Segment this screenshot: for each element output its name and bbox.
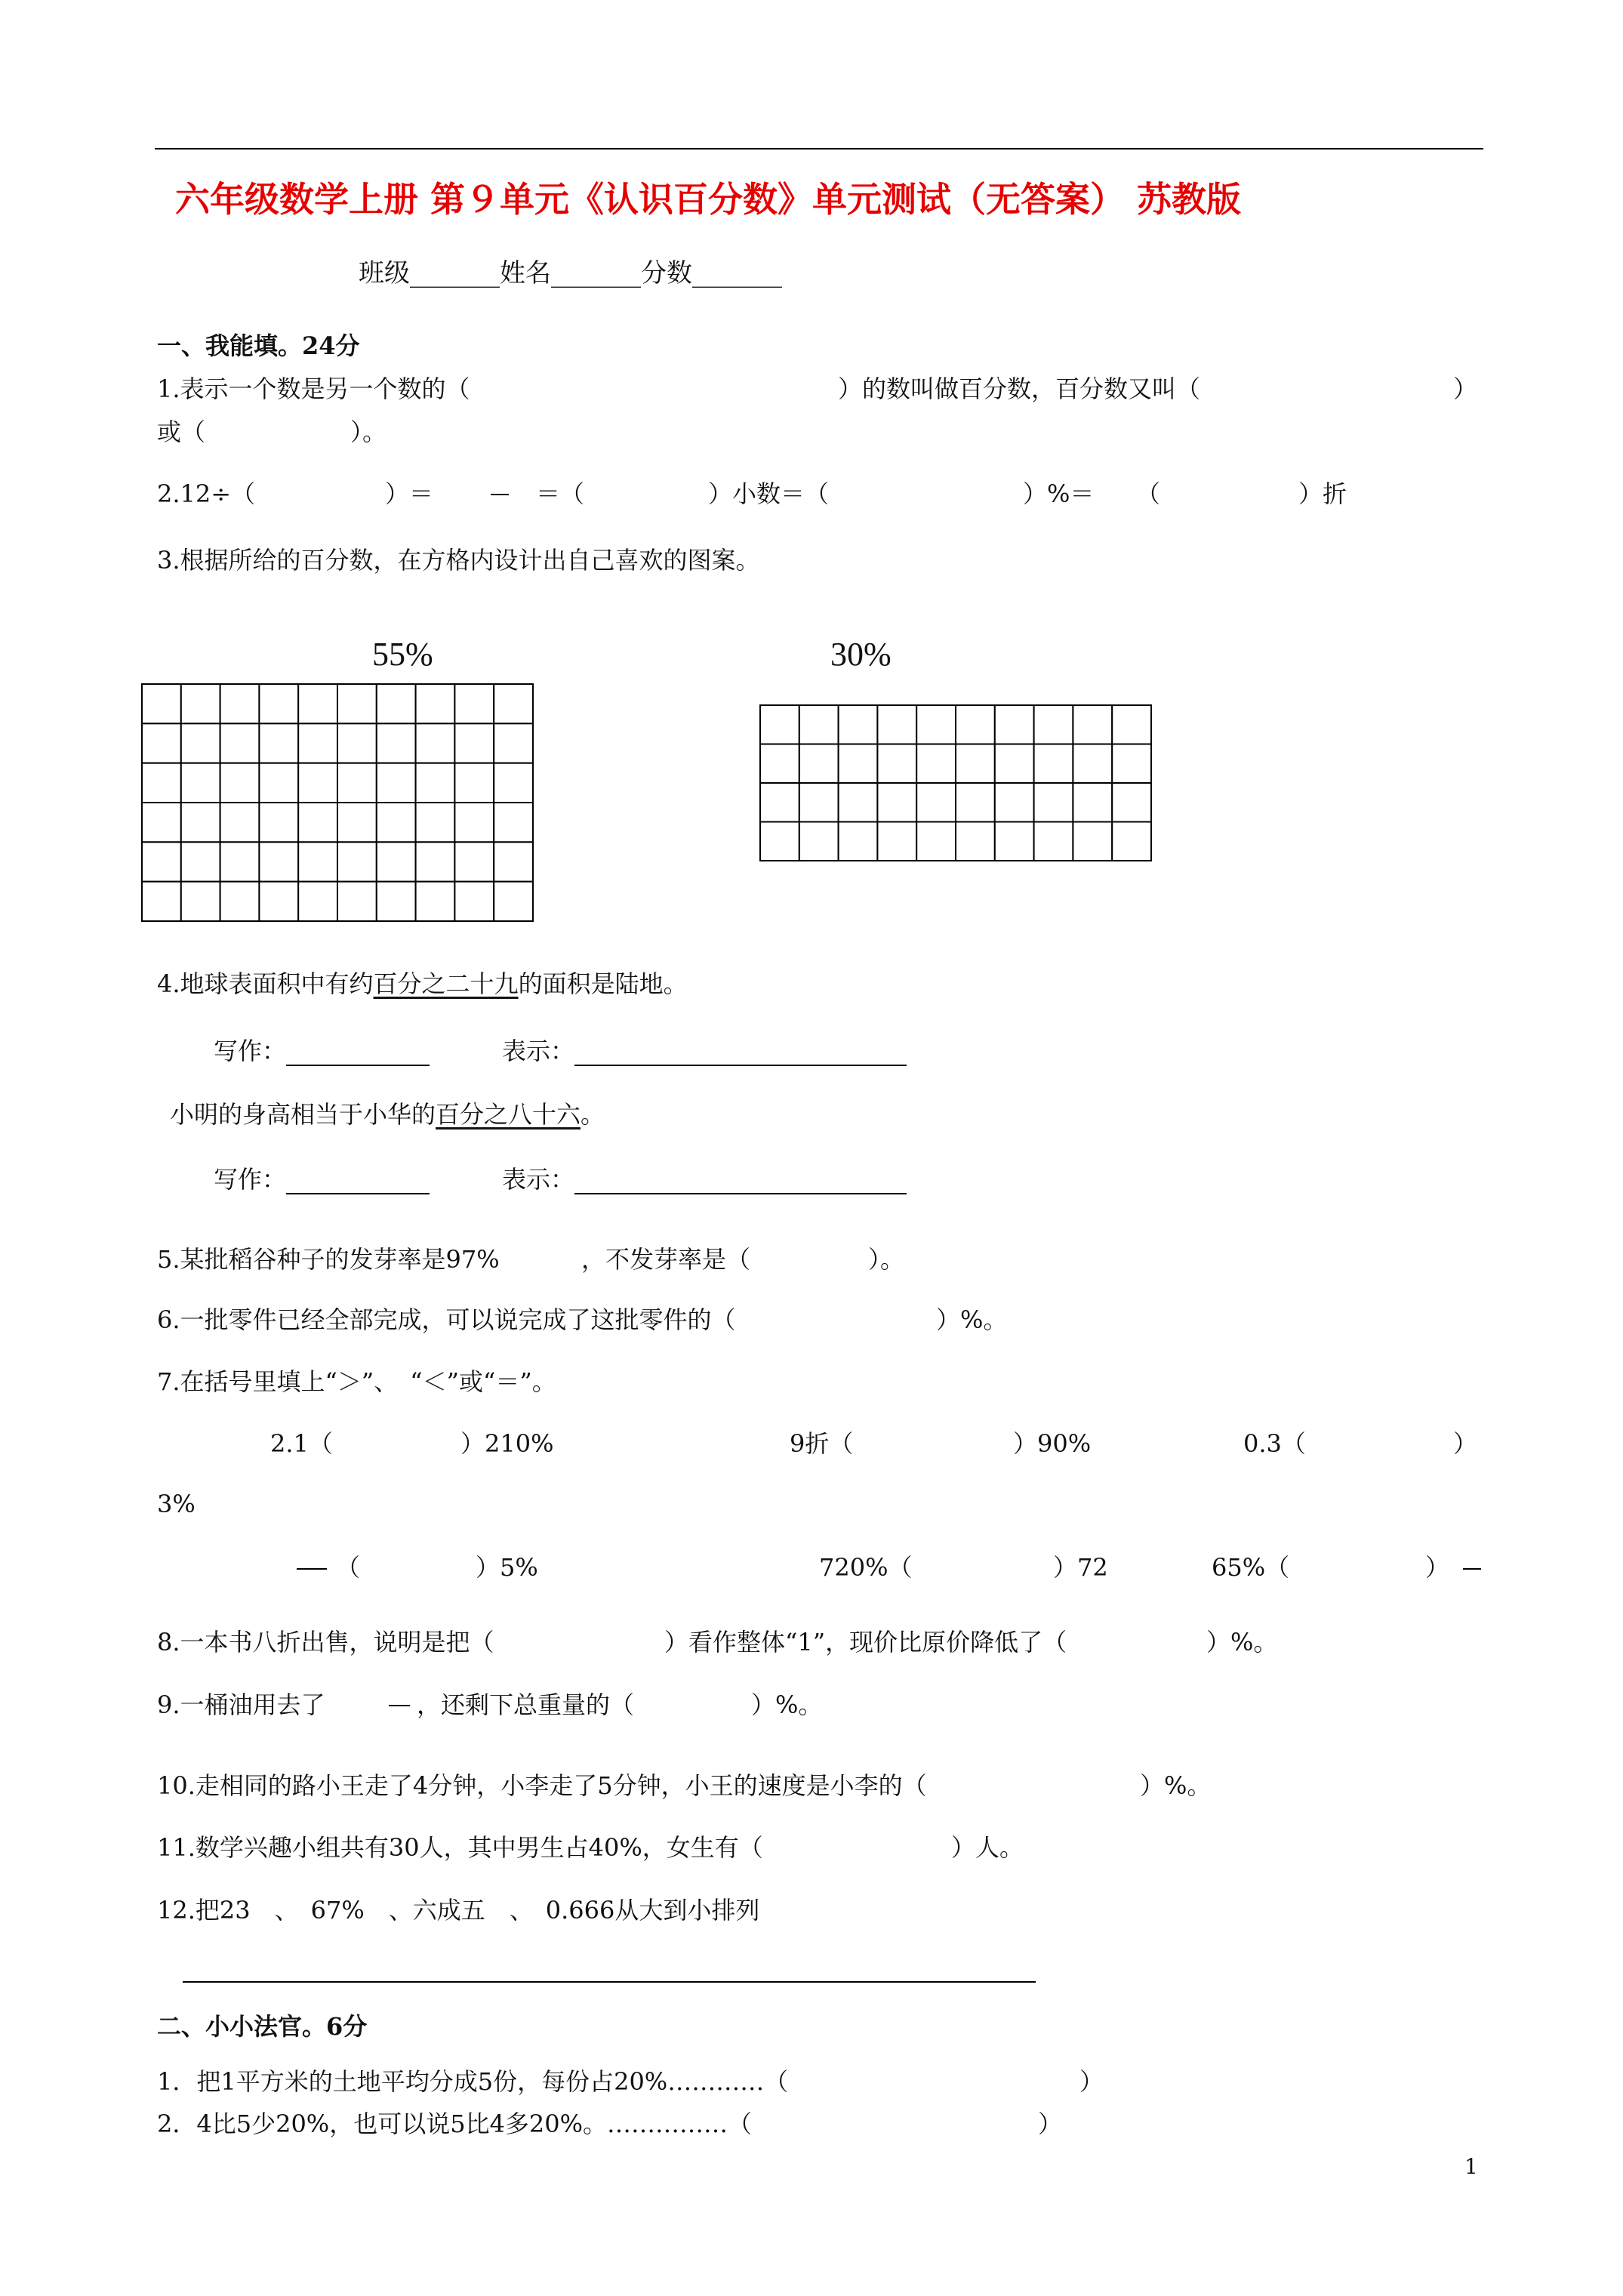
- q7-r2-end-fraction-bar: [1463, 1568, 1481, 1570]
- grid-cell[interactable]: [220, 882, 260, 921]
- grid-cell[interactable]: [181, 723, 220, 763]
- grid-cell[interactable]: [142, 842, 181, 881]
- q7-r1-c1: 0.3（: [1243, 1429, 1306, 1458]
- grid-cell[interactable]: [454, 882, 494, 921]
- express-blank-2[interactable]: [574, 1170, 907, 1194]
- q9-a: 9.一桶油用去了: [157, 1690, 325, 1719]
- grid-cell[interactable]: [1034, 822, 1073, 861]
- grid-cell[interactable]: [298, 763, 337, 803]
- write-label-2: 写作：: [214, 1165, 287, 1194]
- grid-cell[interactable]: [337, 684, 377, 723]
- grid-cell[interactable]: [298, 803, 337, 842]
- q4-text-b: 的面积是陆地。: [518, 969, 688, 998]
- q7-r1-b2: ）90%: [1013, 1429, 1092, 1458]
- grid-cell[interactable]: [1073, 705, 1112, 744]
- grid-cell[interactable]: [298, 842, 337, 881]
- grid-cell[interactable]: [494, 842, 533, 881]
- grid-cell[interactable]: [454, 684, 494, 723]
- grid-cell[interactable]: [377, 803, 416, 842]
- grid-55-percent[interactable]: [141, 683, 534, 922]
- q7-r2-b1: 720%（: [819, 1553, 913, 1582]
- q1-line1-a: 1.表示一个数是另一个数的（: [157, 374, 470, 403]
- grid-cell[interactable]: [220, 723, 260, 763]
- grid-cell[interactable]: [799, 744, 839, 784]
- q9-b: ，还剩下总重量的（: [417, 1690, 635, 1719]
- write-blank-1[interactable]: [286, 1042, 430, 1066]
- q7-r1-a1: 2.1（: [270, 1429, 333, 1458]
- q2-b: ）＝: [385, 479, 434, 508]
- q7-instruction: 7.在括号里填上“＞”、 “＜”或“＝”。: [157, 1367, 556, 1396]
- grid-cell[interactable]: [1112, 705, 1151, 744]
- q10-b: ）%。: [1140, 1771, 1212, 1800]
- s2-q1-a: 1．把1平方米的土地平均分成5份，每份占20%…………（: [157, 2067, 789, 2096]
- q7-r2-a2: ）5%: [476, 1553, 538, 1582]
- q7-r1-c2: ）: [1453, 1429, 1478, 1458]
- q4-text-a: 4.地球表面积中有约: [157, 969, 374, 998]
- q7-r2-b2: ）72: [1053, 1553, 1108, 1582]
- express-blank-1[interactable]: [574, 1042, 907, 1066]
- section1-heading: 一、我能填。24分: [157, 331, 360, 360]
- grid-cell[interactable]: [1034, 705, 1073, 744]
- grid-cell[interactable]: [1073, 783, 1112, 822]
- q7-r2-c1: 65%（: [1212, 1553, 1290, 1582]
- grid-cell[interactable]: [337, 803, 377, 842]
- page-title: 六年级数学上册 第９单元《认识百分数》单元测试（无答案） 苏教版: [175, 179, 1242, 220]
- q4-second-text-b: 。: [581, 1100, 605, 1129]
- grid-cell[interactable]: [877, 822, 916, 861]
- grid-cell[interactable]: [181, 684, 220, 723]
- grid-cell[interactable]: [416, 684, 455, 723]
- grid-cell[interactable]: [377, 723, 416, 763]
- grid-cell[interactable]: [416, 723, 455, 763]
- grid-cell[interactable]: [1073, 822, 1112, 861]
- express-label-2: 表示：: [502, 1165, 575, 1194]
- grid-cell[interactable]: [259, 763, 298, 803]
- grid-cell[interactable]: [220, 763, 260, 803]
- q5-c: ）。: [868, 1245, 905, 1274]
- q7-r1-c3: 3%: [157, 1490, 196, 1518]
- grid-cell[interactable]: [259, 882, 298, 921]
- q4-write-row-2: [214, 1164, 430, 1194]
- grid-cell[interactable]: [181, 803, 220, 842]
- grid-cell[interactable]: [259, 842, 298, 881]
- grid-cell[interactable]: [1034, 783, 1073, 822]
- s2-q2-b: ）: [1038, 2110, 1063, 2138]
- q4-line: [157, 969, 688, 999]
- grid-cell[interactable]: [760, 783, 799, 822]
- q8-c: ）%。: [1206, 1628, 1278, 1657]
- q9-c: ）%。: [751, 1690, 823, 1719]
- q12-answer-line[interactable]: [183, 1981, 1036, 1983]
- q8-b: ）看作整体“1”，现价比原价降低了（: [664, 1628, 1067, 1657]
- grid-cell[interactable]: [494, 882, 533, 921]
- grid-cell[interactable]: [142, 723, 181, 763]
- grid-cell[interactable]: [839, 822, 878, 861]
- grid-cell[interactable]: [956, 822, 995, 861]
- q6-b: ）%。: [936, 1305, 1008, 1334]
- q10-a: 10.走相同的路小王走了4分钟，小李走了5分钟，小王的速度是小李的（: [157, 1771, 927, 1800]
- grid-cell[interactable]: [337, 842, 377, 881]
- grid-cell[interactable]: [916, 822, 956, 861]
- grid-cell[interactable]: [220, 842, 260, 881]
- grid-cell[interactable]: [454, 842, 494, 881]
- grid-cell[interactable]: [494, 684, 533, 723]
- q7-r1-b1: 9折（: [790, 1429, 854, 1458]
- grid-cell[interactable]: [416, 763, 455, 803]
- q1-line1-c: ）: [1453, 374, 1478, 403]
- q2-e: ）%＝: [1023, 479, 1095, 508]
- grid-cell[interactable]: [181, 763, 220, 803]
- grid-cell[interactable]: [877, 744, 916, 784]
- write-blank-2[interactable]: [286, 1170, 430, 1194]
- grid-cell[interactable]: [799, 822, 839, 861]
- grid-cell[interactable]: [877, 783, 916, 822]
- q2-d: ）小数＝（: [708, 479, 830, 508]
- grid-cell[interactable]: [298, 723, 337, 763]
- grid-cell[interactable]: [799, 705, 839, 744]
- grid-cell[interactable]: [181, 882, 220, 921]
- q2-f: （: [1136, 479, 1161, 508]
- grid-cell[interactable]: [995, 744, 1034, 784]
- grid-cell[interactable]: [142, 684, 181, 723]
- grid-30-percent[interactable]: [759, 704, 1152, 861]
- q1-line1-b: ）的数叫做百分数，百分数又叫（: [838, 374, 1201, 403]
- grid-cell[interactable]: [259, 803, 298, 842]
- q11-b: ）人。: [951, 1833, 1024, 1862]
- q7-r1-a2: ）210%: [460, 1429, 554, 1458]
- grid-cell[interactable]: [956, 744, 995, 784]
- q4-second-line: [170, 1099, 605, 1130]
- grid-cell[interactable]: [956, 705, 995, 744]
- q8-a: 8.一本书八折出售，说明是把（: [157, 1628, 494, 1657]
- grid-cell[interactable]: [995, 822, 1034, 861]
- grid-cell[interactable]: [1112, 744, 1151, 784]
- q4-second-text-a: 小明的身高相当于小华的: [170, 1100, 436, 1129]
- s2-q1-b: ）: [1079, 2067, 1104, 2096]
- q12-instruction: 12.把23 、 67% 、六成五 、 0.666从大到小排列: [157, 1896, 760, 1925]
- grid-cell[interactable]: [839, 744, 878, 784]
- grid-cell[interactable]: [877, 705, 916, 744]
- grid-cell[interactable]: [377, 684, 416, 723]
- student-info-line: 班级_______姓名_______分数_______: [359, 258, 782, 288]
- grid-cell[interactable]: [377, 763, 416, 803]
- grid-cell[interactable]: [839, 705, 878, 744]
- q4-write-row-1: [214, 1036, 430, 1066]
- grid-cell[interactable]: [916, 744, 956, 784]
- grid-cell[interactable]: [220, 803, 260, 842]
- grid-cell[interactable]: [760, 744, 799, 784]
- grid-cell[interactable]: [839, 783, 878, 822]
- grid-cell[interactable]: [416, 842, 455, 881]
- write-label: 写作：: [214, 1037, 287, 1065]
- grid-cell[interactable]: [298, 684, 337, 723]
- q3-instruction: 3.根据所给的百分数，在方格内设计出自己喜欢的图案。: [157, 546, 760, 575]
- q5-b: ，不发芽率是（: [581, 1245, 751, 1274]
- q6-a: 6.一批零件已经全部完成，可以说完成了这批零件的（: [157, 1305, 736, 1334]
- q4-second-underlined: 百分之八十六: [436, 1100, 581, 1129]
- grid-cell[interactable]: [298, 882, 337, 921]
- q2-c: ＝（: [536, 479, 585, 508]
- grid-cell[interactable]: [454, 803, 494, 842]
- q4-underlined: 百分之二十九: [373, 969, 519, 998]
- grid-cell[interactable]: [956, 783, 995, 822]
- grid-cell[interactable]: [760, 822, 799, 861]
- q7-r2-fraction-bar: [297, 1568, 327, 1570]
- q5-a: 5.某批稻谷种子的发芽率是97%: [157, 1245, 500, 1274]
- q11-a: 11.数学兴趣小组共有30人，其中男生占40%，女生有（: [157, 1833, 763, 1862]
- grid-cell[interactable]: [494, 763, 533, 803]
- grid-cell[interactable]: [760, 705, 799, 744]
- grid-cell[interactable]: [494, 723, 533, 763]
- grid-cell[interactable]: [494, 803, 533, 842]
- grid-cell[interactable]: [142, 882, 181, 921]
- grid-cell[interactable]: [142, 763, 181, 803]
- section2-heading: 二、小小法官。6分: [157, 2012, 368, 2041]
- grid-cell[interactable]: [142, 803, 181, 842]
- grid-cell[interactable]: [995, 783, 1034, 822]
- grid-cell[interactable]: [259, 723, 298, 763]
- grid-cell[interactable]: [916, 705, 956, 744]
- q1-line2: 或（ ）。: [157, 418, 387, 446]
- q9-fraction-bar: [389, 1705, 410, 1706]
- grid-cell[interactable]: [1112, 783, 1151, 822]
- grid-cell[interactable]: [799, 783, 839, 822]
- page-number: 1: [1464, 2154, 1478, 2179]
- grid-cell[interactable]: [181, 842, 220, 881]
- grid-cell[interactable]: [337, 882, 377, 921]
- grid-cell[interactable]: [259, 684, 298, 723]
- q7-r2-c2: ）: [1425, 1553, 1450, 1582]
- grid-cell[interactable]: [416, 882, 455, 921]
- grid-cell[interactable]: [454, 763, 494, 803]
- grid-cell[interactable]: [454, 723, 494, 763]
- q2-a: 2.12÷（: [157, 479, 256, 508]
- grid-cell[interactable]: [337, 763, 377, 803]
- grid2-percent-label: 30%: [830, 636, 892, 673]
- grid-cell[interactable]: [337, 723, 377, 763]
- grid-cell[interactable]: [1034, 744, 1073, 784]
- q2-fraction-bar: [491, 494, 509, 495]
- grid-cell[interactable]: [995, 705, 1034, 744]
- q7-r2-a1: （: [336, 1553, 361, 1582]
- s2-q2-a: 2．4比5少20%，也可以说5比4多20%。……………（: [157, 2110, 753, 2138]
- grid-cell[interactable]: [916, 783, 956, 822]
- q4-express-row-1: [502, 1036, 907, 1066]
- grid-cell[interactable]: [1112, 822, 1151, 861]
- grid-cell[interactable]: [220, 684, 260, 723]
- grid-cell[interactable]: [377, 842, 416, 881]
- grid-cell[interactable]: [1073, 744, 1112, 784]
- q4-express-row-2: [502, 1164, 907, 1194]
- grid-cell[interactable]: [377, 882, 416, 921]
- grid-cell[interactable]: [416, 803, 455, 842]
- q2-g: ）折: [1298, 479, 1347, 508]
- express-label: 表示：: [502, 1037, 575, 1065]
- grid1-percent-label: 55%: [372, 636, 433, 673]
- top-rule: [155, 148, 1483, 149]
